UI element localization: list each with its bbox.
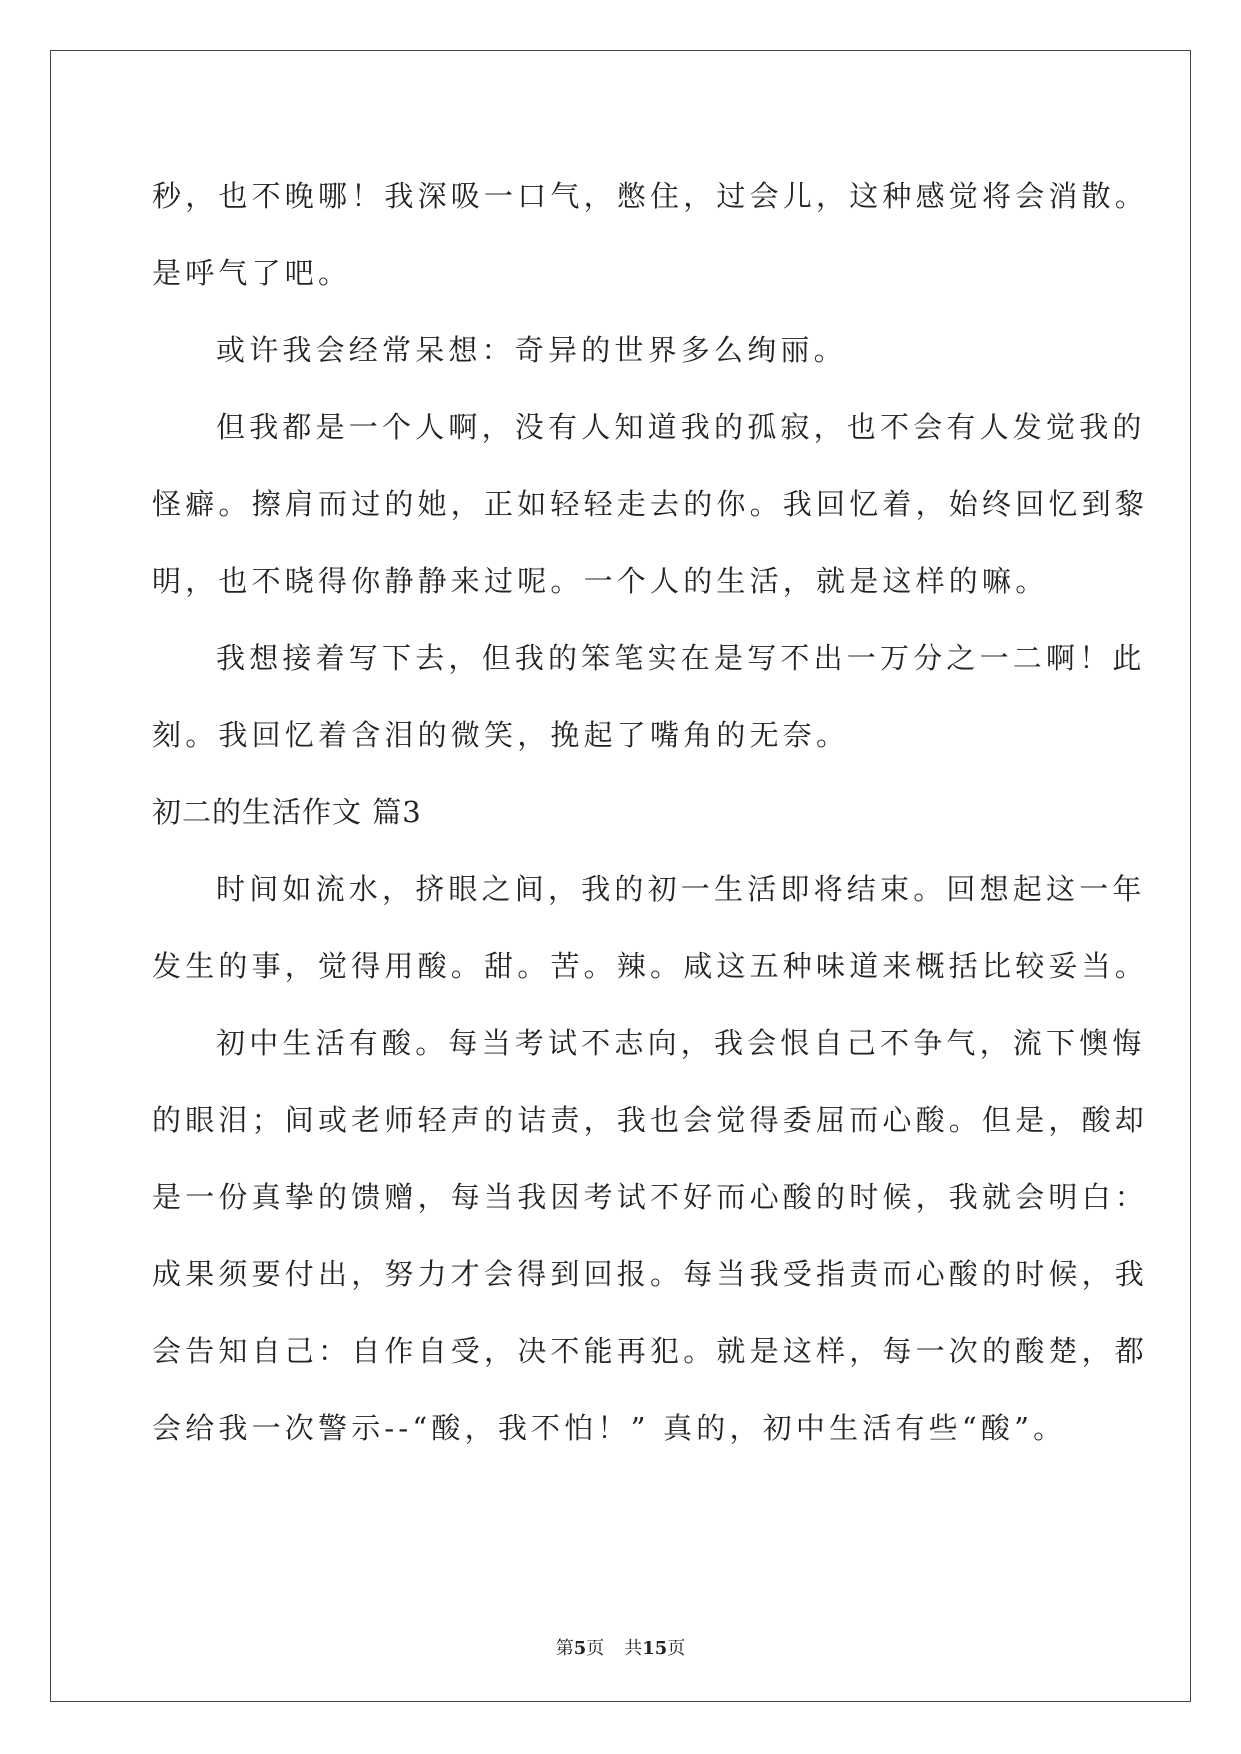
text-line: 的眼泪；间或老师轻声的诘责，我也会觉得委屈而心酸。但是，酸却 — [152, 1103, 1149, 1137]
text-line: 或许我会经常呆想：奇异的世界多么绚丽。 — [216, 333, 847, 367]
text-line: 我想接着写下去，但我的笨笔实在是写不出一万分之一二啊！此 — [216, 641, 1146, 675]
text-line: 发生的事，觉得用酸。甜。苦。辣。咸这五种味道来概括比较妥当。 — [152, 949, 1149, 983]
text-line: 成果须要付出，努力才会得到回报。每当我受指责而心酸的时候，我 — [152, 1257, 1149, 1291]
text-line: 会告知自己：自作自受，决不能再犯。就是这样，每一次的酸楚，都 — [152, 1334, 1149, 1368]
total-page-count: 15 — [642, 1638, 668, 1659]
text-line: 是一份真挚的馈赠，每当我因考试不好而心酸的时候，我就会明白： — [152, 1180, 1149, 1214]
text-line: 刻。我回忆着含泪的微笑，挽起了嘴角的无奈。 — [152, 718, 850, 752]
page-footer — [0, 1634, 1241, 1660]
text-line: 秒，也不晚哪！我深吸一口气，憋住，过会儿，这种感觉将会消散。 — [152, 179, 1149, 213]
document-body — [152, 158, 1149, 1467]
page-suffix: 页 — [586, 1638, 605, 1659]
text-line: 怪癖。擦肩而过的她，正如轻轻走去的你。我回忆着，始终回忆到黎 — [152, 487, 1149, 521]
page-prefix: 第 — [555, 1638, 574, 1659]
section-heading: 初二的生活作文 篇3 — [152, 795, 422, 829]
text-line: 会给我一次警示--“酸，我不怕！” 真的，初中生活有些“酸”。 — [152, 1411, 1067, 1445]
total-suffix: 页 — [667, 1638, 686, 1659]
text-line: 是呼气了吧。 — [152, 256, 352, 290]
text-line: 但我都是一个人啊，没有人知道我的孤寂，也不会有人发觉我的 — [216, 410, 1146, 444]
current-page-number: 5 — [573, 1638, 587, 1659]
text-line: 时间如流水，挤眼之间，我的初一生活即将结束。回想起这一年 — [216, 872, 1146, 906]
text-line: 初中生活有酸。每当考试不志向，我会恨自己不争气，流下懊悔 — [216, 1026, 1146, 1060]
total-prefix: 共 — [624, 1638, 643, 1659]
text-line: 明，也不晓得你静静来过呢。一个人的生活，就是这样的嘛。 — [152, 564, 1049, 598]
